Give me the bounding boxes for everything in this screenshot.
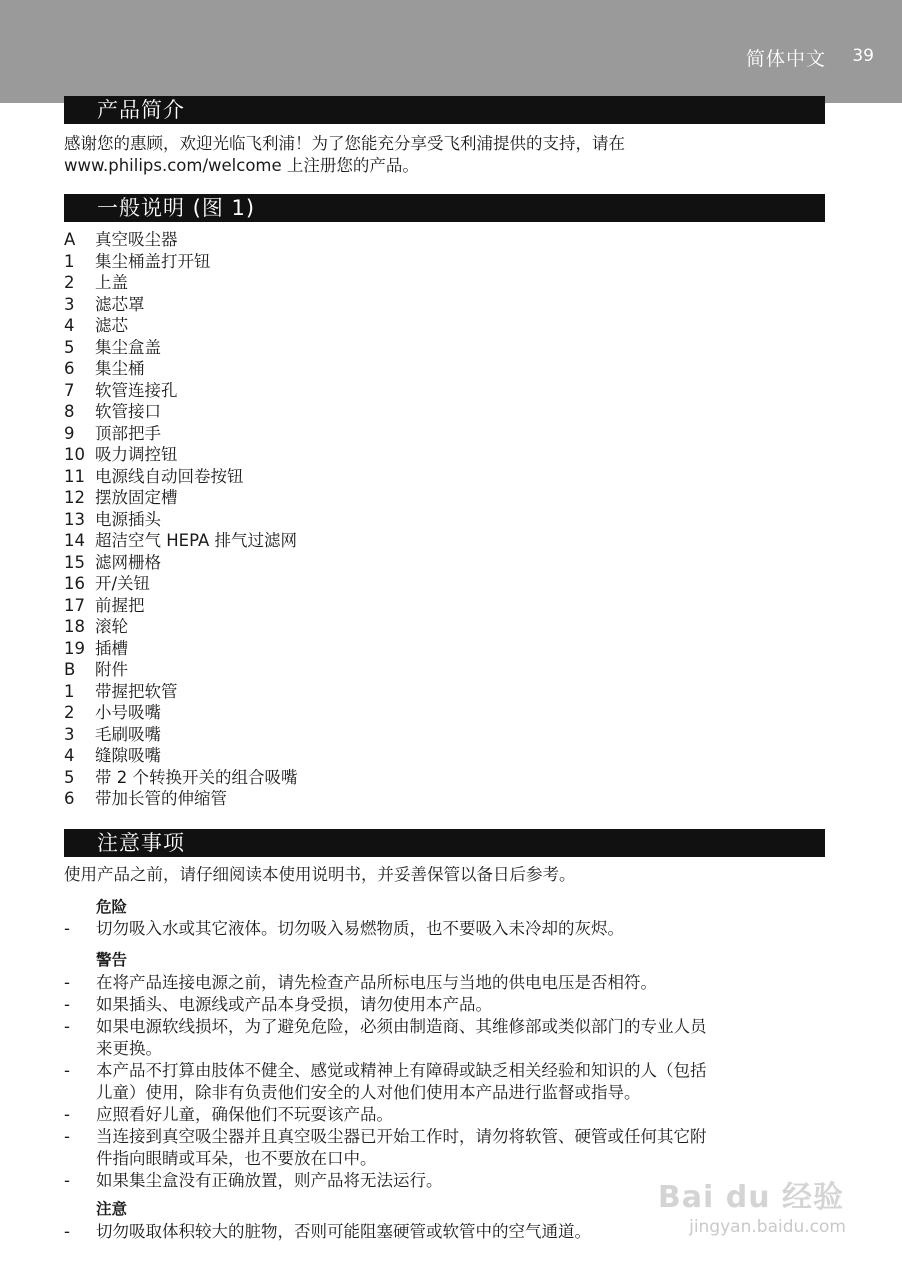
item-code: 4 — [64, 316, 75, 335]
list-item — [64, 358, 764, 380]
item-label: 超洁空气 HEPA 排气过滤网 — [95, 531, 298, 550]
bullet-dash: - — [64, 1222, 70, 1241]
bullet-dash: - — [64, 1171, 70, 1190]
item-label: 插槽 — [95, 638, 128, 658]
item-code: 8 — [64, 402, 75, 421]
item-code: 16 — [64, 574, 85, 593]
bullet-item — [64, 994, 824, 1016]
item-code: 13 — [64, 509, 85, 529]
bullet-item — [64, 1060, 824, 1104]
item-label: 小号吸嘴 — [95, 703, 161, 722]
item-label: 顶部把手 — [95, 423, 161, 443]
danger-list — [64, 918, 824, 940]
list-item — [64, 659, 764, 681]
bullet-line: 儿童）使用，除非有负责他们安全的人对他们使用本产品进行监督或指导。 — [96, 1083, 641, 1102]
item-label: 附件 — [95, 660, 128, 679]
bullet-item — [64, 918, 824, 940]
list-item — [64, 487, 764, 509]
bullet-dash: - — [64, 1017, 70, 1036]
item-label: 真空吸尘器 — [95, 230, 178, 249]
bullet-line: 在将产品连接电源之前，请先检查产品所标电压与当地的供电电压是否相符。 — [96, 973, 657, 992]
item-label: 带加长管的伸缩管 — [95, 789, 227, 808]
item-code: 6 — [64, 359, 75, 378]
caution-heading: 注意 — [96, 1200, 128, 1218]
list-item — [64, 552, 764, 574]
list-item — [64, 251, 764, 273]
bullet-line: 切勿吸取体积较大的脏物，否则可能阻塞硬管或软管中的空气通道。 — [96, 1222, 591, 1241]
item-label: 摆放固定槽 — [95, 488, 178, 507]
item-label: 电源插头 — [95, 509, 161, 529]
list-item — [64, 724, 764, 746]
watermark-logo: Bai du 经验 — [657, 1180, 844, 1215]
item-code: 9 — [64, 423, 75, 443]
item-code: 2 — [64, 703, 75, 722]
bullet-line: 切勿吸入水或其它液体。切勿吸入易燃物质，也不要吸入未冷却的灰烬。 — [96, 919, 624, 938]
list-item — [64, 702, 764, 724]
list-item — [64, 401, 764, 423]
bullet-dash: - — [64, 995, 70, 1014]
bullet-item — [64, 1016, 824, 1060]
intro-text — [64, 133, 824, 177]
section-title-notes: 注意事项 — [64, 829, 825, 857]
item-code: B — [64, 660, 76, 679]
item-code: 6 — [64, 789, 75, 808]
list-item — [64, 573, 764, 595]
item-label: 缝隙吸嘴 — [95, 746, 161, 765]
bullet-item — [64, 1126, 824, 1170]
bullet-line: 如果集尘盒没有正确放置，则产品将无法运行。 — [96, 1171, 443, 1190]
danger-heading: 危险 — [96, 898, 128, 916]
list-item — [64, 767, 764, 789]
item-code: 12 — [64, 488, 85, 507]
header-bar — [0, 0, 902, 103]
list-item — [64, 638, 764, 660]
item-code: 3 — [64, 294, 75, 314]
page-number: 39 — [852, 46, 874, 66]
item-code: 7 — [64, 380, 75, 400]
list-item — [64, 466, 764, 488]
item-label: 电源线自动回卷按钮 — [95, 466, 244, 486]
list-item — [64, 272, 764, 294]
list-item — [64, 616, 764, 638]
bullet-line: 来更换。 — [96, 1039, 162, 1058]
item-label: 带 2 个转换开关的组合吸嘴 — [95, 767, 298, 787]
item-code: 1 — [64, 251, 75, 271]
item-code: 17 — [64, 595, 85, 615]
item-code: 2 — [64, 273, 75, 292]
list-item — [64, 337, 764, 359]
item-label: 滤芯 — [95, 316, 128, 335]
item-label: 前握把 — [95, 595, 145, 615]
bullet-line: 应照看好儿童，确保他们不玩耍该产品。 — [96, 1105, 393, 1124]
list-item — [64, 315, 764, 337]
item-code: 5 — [64, 767, 75, 787]
item-label: 软管连接孔 — [95, 380, 178, 400]
item-code: 3 — [64, 724, 75, 744]
bullet-line: 本产品不打算由肢体不健全、感觉或精神上有障碍或缺乏相关经验和知识的人（包括 — [96, 1061, 707, 1080]
item-code: 15 — [64, 552, 85, 572]
bullet-dash: - — [64, 1061, 70, 1080]
item-label: 滤芯罩 — [95, 294, 145, 314]
item-label: 毛刷吸嘴 — [95, 724, 161, 744]
item-code: 14 — [64, 531, 85, 550]
bullet-dash: - — [64, 1127, 70, 1146]
item-label: 集尘桶盖打开钮 — [95, 251, 211, 271]
bullet-dash: - — [64, 919, 70, 938]
language-label: 简体中文 — [745, 48, 826, 70]
bullet-line: 件指向眼睛或耳朵，也不要放在口中。 — [96, 1149, 377, 1168]
list-item — [64, 444, 764, 466]
item-code: 18 — [64, 617, 85, 636]
item-label: 集尘盒盖 — [95, 337, 161, 357]
item-code: 19 — [64, 638, 85, 658]
list-item — [64, 294, 764, 316]
item-code: 1 — [64, 681, 75, 701]
bullet-item — [64, 972, 824, 994]
item-label: 带握把软管 — [95, 681, 178, 701]
watermark-url: jingyan.baidu.com — [689, 1217, 846, 1237]
list-item — [64, 423, 764, 445]
bullet-item — [64, 1104, 824, 1126]
item-label: 集尘桶 — [95, 359, 145, 378]
item-code: 11 — [64, 466, 85, 486]
parts-list — [64, 229, 764, 810]
item-label: 滤网栅格 — [95, 552, 161, 572]
bullet-dash: - — [64, 1105, 70, 1124]
item-label: 软管接口 — [95, 402, 161, 421]
list-item — [64, 745, 764, 767]
item-code: 4 — [64, 746, 75, 765]
section-title-intro: 产品简介 — [64, 96, 825, 124]
list-item — [64, 788, 764, 810]
item-code: 10 — [64, 445, 85, 464]
list-item — [64, 595, 764, 617]
intro-text-line-2: www.philips.com/welcome 上注册您的产品。 — [64, 156, 419, 175]
warning-heading: 警告 — [96, 951, 128, 969]
item-label: 上盖 — [95, 273, 128, 292]
item-label: 滚轮 — [95, 617, 128, 636]
list-item — [64, 681, 764, 703]
bullet-dash: - — [64, 973, 70, 992]
list-item — [64, 380, 764, 402]
item-label: 开/关钮 — [95, 574, 151, 593]
list-item — [64, 229, 764, 251]
section-title-general: 一般说明 (图 1) — [64, 194, 825, 222]
notes-intro: 使用产品之前，请仔细阅读本使用说明书，并妥善保管以备日后参考。 — [64, 865, 576, 884]
bullet-line: 当连接到真空吸尘器并且真空吸尘器已开始工作时，请勿将软管、硬管或任何其它附 — [96, 1127, 707, 1146]
item-label: 吸力调控钮 — [95, 445, 178, 464]
bullet-line: 如果电源软线损坏，为了避免危险，必须由制造商、其维修部或类似部门的专业人员 — [96, 1017, 707, 1036]
intro-text-line-1: 感谢您的惠顾，欢迎光临飞利浦！为了您能充分享受飞利浦提供的支持，请在 — [64, 134, 625, 153]
item-code: 5 — [64, 337, 75, 357]
list-item — [64, 509, 764, 531]
bullet-line: 如果插头、电源线或产品本身受损，请勿使用本产品。 — [96, 995, 492, 1014]
warning-list — [64, 972, 824, 1192]
list-item — [64, 530, 764, 552]
item-code: A — [64, 230, 76, 249]
